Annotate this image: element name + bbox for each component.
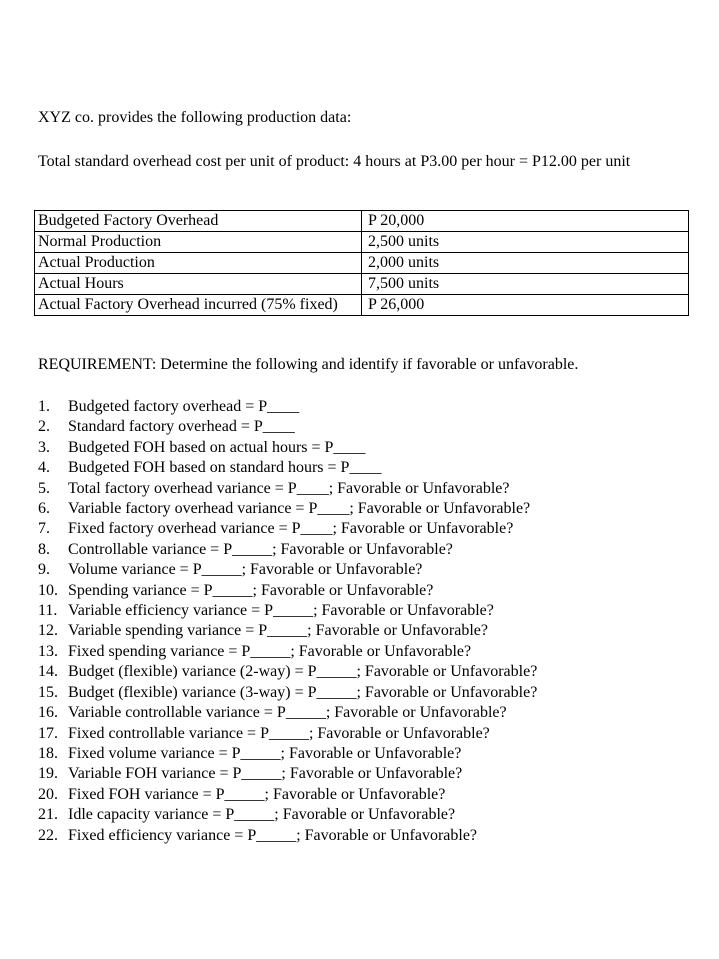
list-item	[38, 764, 537, 784]
item-text: Standard factory overhead = P____	[68, 418, 295, 436]
list-item	[38, 479, 537, 499]
list-item	[38, 805, 537, 825]
item-text: Fixed controllable variance = P_____; Favorable or Unfavorable?	[68, 724, 490, 742]
list-item	[38, 642, 537, 662]
row-value: 2,500 units	[362, 232, 689, 253]
item-number: 16.	[38, 704, 58, 722]
list-item	[38, 417, 537, 437]
standard-cost-text: Total standard overhead cost per unit of product: 4 hours at P3.00 per hour = P12.00 per unit	[38, 153, 631, 170]
row-value: 2,000 units	[362, 253, 689, 274]
item-number: 10.	[38, 581, 58, 599]
list-item	[38, 458, 537, 478]
item-text: Idle capacity variance = P_____; Favorable or Unfavorable?	[68, 806, 456, 824]
list-item	[38, 397, 537, 417]
item-text: Total factory overhead variance = P____; Favorable or Unfavorable?	[68, 479, 510, 497]
item-text: Budgeted FOH based on standard hours = P____	[68, 459, 382, 477]
row-label: Actual Hours	[35, 274, 362, 295]
item-number: 5.	[38, 479, 50, 497]
list-item	[38, 724, 537, 744]
item-number: 20.	[38, 785, 58, 803]
item-number: 13.	[38, 642, 58, 660]
item-text: Variable controllable variance = P_____; Favorable or Unfavorable?	[68, 704, 507, 722]
row-value: P 26,000	[362, 295, 689, 316]
item-text: Variable FOH variance = P_____; Favorable or Unfavorable?	[68, 765, 463, 783]
item-text: Budget (flexible) variance (2-way) = P_____; Favorable or Unfavorable?	[68, 663, 538, 681]
row-label: Normal Production	[35, 232, 362, 253]
list-item	[38, 683, 537, 703]
row-value: P 20,000	[362, 211, 689, 232]
list-item	[38, 744, 537, 764]
list-item	[38, 560, 537, 580]
production-data-table	[34, 210, 689, 316]
requirement-text: REQUIREMENT: Determine the following and identify if favorable or unfavorable.	[38, 356, 579, 373]
item-text: Volume variance = P_____; Favorable or Unfavorable?	[68, 561, 423, 579]
item-text: Fixed factory overhead variance = P____; Favorable or Unfavorable?	[68, 520, 514, 538]
item-text: Variable efficiency variance = P_____; Favorable or Unfavorable?	[68, 602, 494, 620]
list-item	[38, 540, 537, 560]
item-number: 2.	[38, 418, 50, 436]
item-number: 9.	[38, 561, 50, 579]
item-number: 4.	[38, 459, 50, 477]
item-text: Variable spending variance = P_____; Favorable or Unfavorable?	[68, 622, 488, 640]
question-list	[38, 397, 537, 846]
list-item	[38, 499, 537, 519]
item-text: Budget (flexible) variance (3-way) = P_____; Favorable or Unfavorable?	[68, 683, 538, 701]
item-number: 19.	[38, 765, 58, 783]
item-number: 22.	[38, 826, 58, 844]
item-number: 18.	[38, 744, 58, 762]
list-item	[38, 438, 537, 458]
item-text: Fixed volume variance = P_____; Favorable or Unfavorable?	[68, 744, 462, 762]
item-text: Budgeted factory overhead = P____	[68, 398, 300, 415]
intro-text: XYZ co. provides the following production data:	[38, 109, 352, 126]
list-item	[38, 621, 537, 641]
table-row	[35, 232, 689, 253]
item-number: 14.	[38, 663, 58, 681]
list-item	[38, 785, 537, 805]
table-row	[35, 253, 689, 274]
list-item	[38, 826, 537, 846]
item-number: 15.	[38, 683, 58, 701]
table-row	[35, 274, 689, 295]
table-row	[35, 295, 689, 316]
row-label: Actual Factory Overhead incurred (75% fixed)	[35, 295, 362, 316]
item-text: Budgeted FOH based on actual hours = P____	[68, 438, 366, 456]
list-item	[38, 581, 537, 601]
item-number: 3.	[38, 438, 50, 456]
row-value: 7,500 units	[362, 274, 689, 295]
item-number: 21.	[38, 806, 58, 824]
item-number: 8.	[38, 540, 50, 558]
item-text: Fixed efficiency variance = P_____; Favorable or Unfavorable?	[68, 826, 478, 844]
item-text: Spending variance = P_____; Favorable or Unfavorable?	[68, 581, 434, 599]
row-label: Actual Production	[35, 253, 362, 274]
item-number: 12.	[38, 622, 58, 640]
item-number: 7.	[38, 520, 50, 538]
list-item	[38, 662, 537, 682]
row-label: Budgeted Factory Overhead	[35, 211, 362, 232]
item-text: Controllable variance = P_____; Favorable or Unfavorable?	[68, 540, 453, 558]
item-text: Fixed FOH variance = P_____; Favorable or Unfavorable?	[68, 785, 446, 803]
table-row	[35, 211, 689, 232]
item-number: 17.	[38, 724, 58, 742]
item-number: 1.	[38, 398, 50, 415]
list-item	[38, 601, 537, 621]
item-number: 6.	[38, 500, 50, 518]
item-text: Variable factory overhead variance = P____; Favorable or Unfavorable?	[68, 500, 531, 518]
item-text: Fixed spending variance = P_____; Favorable or Unfavorable?	[68, 642, 472, 660]
item-number: 11.	[38, 602, 58, 620]
list-item	[38, 703, 537, 723]
list-item	[38, 519, 537, 539]
